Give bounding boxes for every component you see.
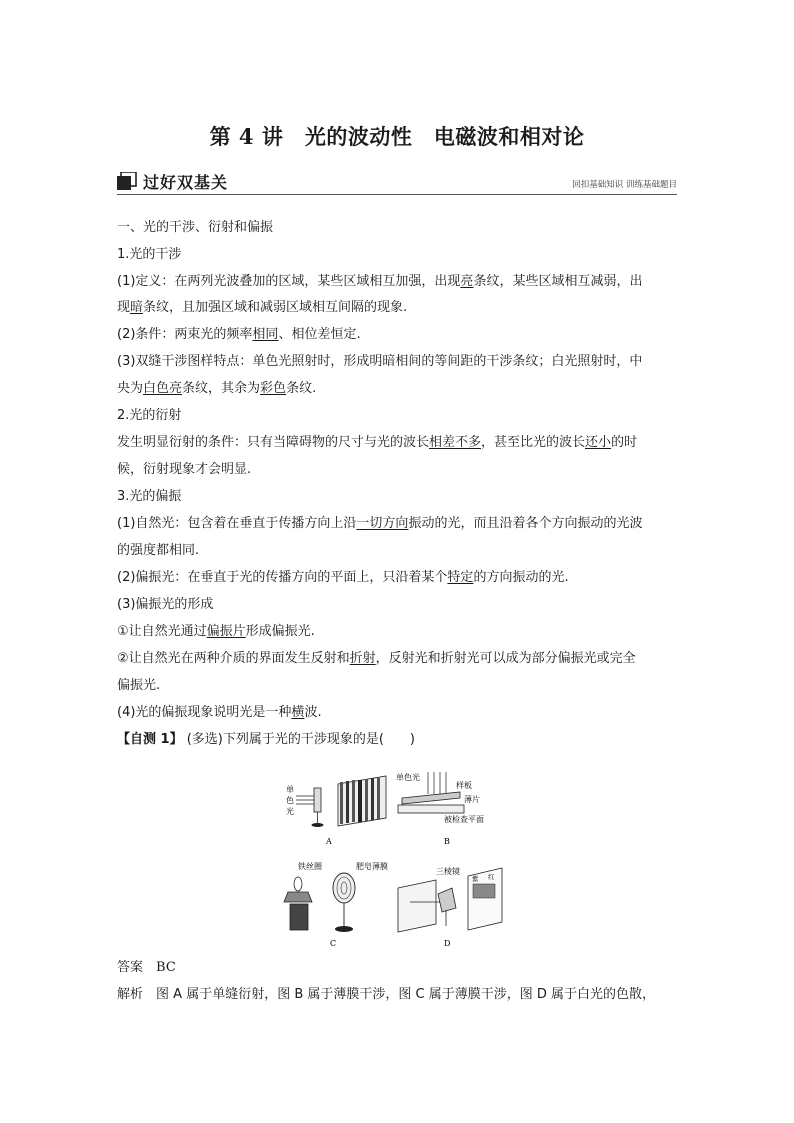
- paragraph-formation-2: ②让自然光在两种介质的界面发生反射和折射，反射光和折射光可以成为部分偏振光或完全: [117, 651, 636, 666]
- figure-d: [398, 866, 502, 948]
- figure-d-prism: [438, 888, 456, 912]
- figure-d-slit-screen: [398, 880, 436, 932]
- page-title: 第 4 讲 光的波动性 电磁波和相对论: [209, 124, 585, 149]
- figure-c-stand-block: [290, 904, 308, 930]
- paragraph-condition: (2)条件：两束光的频率相同、相位差恒定.: [117, 327, 361, 342]
- analysis-label: 解析: [117, 987, 144, 1002]
- figure-b-test-plane: [398, 805, 464, 813]
- paragraph-natural-light-cont: 的强度都相同.: [117, 543, 200, 558]
- figure-d-spectrum-band: [473, 884, 495, 898]
- figure-b-light-label: 单色光: [396, 773, 420, 782]
- section-header: [117, 170, 677, 195]
- figure-c-soap-film: [333, 873, 355, 903]
- paragraph-polarized-light: (2)偏振光：在垂直于光的传播方向的平面上，只沿着某个特定的方向振动的光.: [117, 570, 569, 585]
- figure-a-pattern: [338, 776, 386, 826]
- figure-label-d: D: [444, 939, 451, 948]
- paragraph-double-slit-cont: 央为白色亮条纹，其余为彩色条纹.: [117, 381, 317, 396]
- figure-c-base: [335, 926, 353, 932]
- paragraph-diffraction-cont: 候，衍射现象才会明显.: [117, 462, 252, 477]
- paragraph-formation: (3)偏振光的形成: [117, 597, 214, 612]
- heading-interference-diffraction-polarization: 一、光的干涉、衍射和偏振: [117, 220, 274, 235]
- answer-line: [117, 959, 679, 977]
- paragraph-diffraction: 发生明显衍射的条件：只有当障碍物的尺寸与光的波长相差不多，甚至比光的波长还小的时: [117, 435, 638, 450]
- figure-a-base: [312, 823, 324, 827]
- figure-b-plane-label: 被检查平面: [444, 815, 484, 824]
- analysis-text: 图 A 属于单缝衍射，图 B 属于薄膜干涉，图 C 属于薄膜干涉，图 D 属于白光的色散，: [156, 987, 655, 1002]
- figure-a-slit: [314, 788, 321, 812]
- figure-c-film-label: 肥皂薄膜: [356, 862, 388, 871]
- figure-d-prism-label: 三棱镜: [436, 867, 460, 876]
- section-icon: [117, 172, 137, 190]
- paragraph-definition: (1)定义：在两列光波叠加的区域，某些区域相互加强，出现亮条纹，某些区域相互减弱，出: [117, 274, 643, 289]
- section-subtitle: 回扣基础知识 训练基础题目: [572, 180, 677, 190]
- figure-a: [286, 776, 386, 846]
- figure-c-ring-label: 铁丝圈: [298, 862, 322, 871]
- paragraph-definition-cont: 现暗条纹，且加强区域和减弱区域相互间隔的现象.: [117, 300, 408, 315]
- figure-b-sample-plate: [402, 792, 460, 804]
- figure-a-light-label-2: 色: [286, 796, 294, 805]
- figure-label-b: B: [444, 837, 450, 846]
- answer-value: BC: [156, 960, 176, 975]
- figure-c-flame: [294, 877, 302, 891]
- figure-b: [396, 772, 484, 846]
- heading-diffraction: 2.光的衍射: [117, 408, 182, 423]
- paragraph-formation-1: ①让自然光通过偏振片形成偏振光.: [117, 624, 315, 639]
- heading-polarization: 3.光的偏振: [117, 489, 182, 504]
- section-title: 过好双基关: [143, 173, 229, 192]
- figure-label-a: A: [326, 837, 332, 846]
- question-tag: 【自测 1】: [117, 732, 183, 747]
- answer-label: 答案: [117, 960, 144, 975]
- figure-c-lamp: [284, 892, 312, 902]
- figure-a-light-label-1: 单: [286, 785, 294, 794]
- paragraph-natural-light: (1)自然光：包含着在垂直于传播方向上沿一切方向振动的光，而且沿着各个方向振动的光波: [117, 516, 643, 531]
- figure-label-c: C: [330, 939, 337, 948]
- figure-b-film-label: 薄片: [464, 795, 480, 804]
- paragraph-transverse: (4)光的偏振现象说明光是一种横波.: [117, 705, 322, 720]
- analysis-line: [117, 986, 679, 1004]
- heading-interference: 1.光的干涉: [117, 247, 182, 262]
- figure-d-red-label: 红: [488, 873, 495, 881]
- figure-c: [284, 861, 388, 948]
- figure-d-violet-label: 紫: [472, 875, 479, 883]
- figure-a-light-label-3: 光: [286, 807, 294, 816]
- experiment-figure: [276, 768, 536, 958]
- question-self-test-1: 【自测 1】 (多选)下列属于光的干涉现象的是( ): [117, 732, 415, 747]
- paragraph-formation-2-cont: 偏振光.: [117, 678, 161, 693]
- paragraph-double-slit: (3)双缝干涉图样特点：单色光照射时，形成明暗相间的等间距的干涉条纹；白光照射时，中: [117, 354, 643, 369]
- figure-b-sample-label: 样板: [456, 781, 472, 790]
